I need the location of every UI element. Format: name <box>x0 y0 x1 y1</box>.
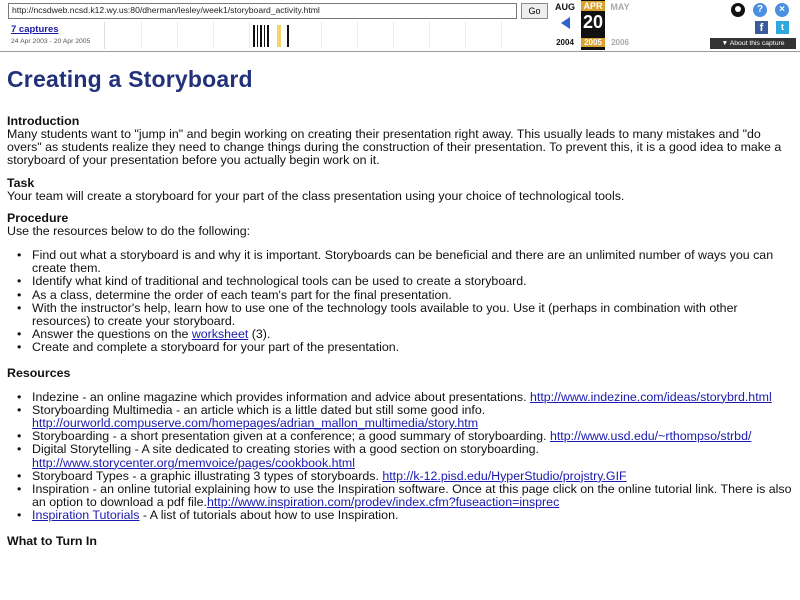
list-item: • Identify what kind of traditional and technological tools can be used to create a storyboard. <box>32 275 793 288</box>
task-section <box>7 177 793 203</box>
capture-bar[interactable] <box>260 25 262 47</box>
go-button[interactable]: Go <box>521 3 548 19</box>
resource-link[interactable]: http://ourworld.compuserve.com/homepages/adrian_mallon_multimedia/story.htm <box>32 416 479 431</box>
resource-item <box>32 443 793 469</box>
procedure-intro: Use the resources below to do the following: <box>7 223 251 238</box>
prev-arrow-icon[interactable] <box>561 17 570 29</box>
year-gridline <box>177 22 178 49</box>
worksheet-suffix: (3). <box>248 327 271 342</box>
list-item: • Find out what a storyboard is and why it is important. Storyboards can be beneficial and there are an unlimited number of ways you can create them. <box>32 249 793 275</box>
year-gridline <box>465 22 466 49</box>
year-gridline <box>321 22 322 49</box>
capture-sparkline[interactable] <box>104 22 548 49</box>
resource-link[interactable]: http://k-12.pisd.edu/HyperStudio/projstry.GIF <box>382 468 627 483</box>
next-month-label: MAY <box>610 2 630 12</box>
worksheet-link[interactable]: worksheet <box>191 327 249 342</box>
resources-list <box>7 391 793 523</box>
year-gridline <box>213 22 214 49</box>
facebook-icon[interactable]: f <box>755 21 768 34</box>
turn-in-heading: What to Turn In <box>7 533 97 548</box>
resources-section <box>7 367 793 523</box>
capture-highlight[interactable] <box>277 25 281 47</box>
capture-bar[interactable] <box>267 25 269 47</box>
list-item: • Create and complete a storyboard for your part of the presentation. <box>32 341 793 354</box>
resource-item <box>32 509 793 522</box>
prev-month-label[interactable]: AUG <box>555 2 575 12</box>
resource-link[interactable]: http://www.inspiration.com/prodev/index.cfm?fuseaction=insprec <box>206 495 560 510</box>
capture-bar[interactable] <box>287 25 289 47</box>
list-item: • With the instructor's help, learn how to use one of the technology tools available to you. Use it (perhaps in combination with other resources) to create your storyboard. <box>32 302 793 328</box>
url-input[interactable]: http://ncsdweb.ncsd.k12.wy.us:80/dherman/lesley/week1/storyboard_activity.html <box>8 3 517 19</box>
capture-bar[interactable] <box>257 25 258 47</box>
resource-text: - A list of tutorials about how to use Inspiration. <box>139 508 399 523</box>
page-content <box>7 66 793 548</box>
year-gridline <box>141 22 142 49</box>
resource-item <box>32 404 793 430</box>
procedure-heading: Procedure <box>7 210 69 225</box>
procedure-section <box>7 212 793 355</box>
prev-year-label: 2004 <box>556 38 574 47</box>
help-icon[interactable]: ? <box>753 3 767 17</box>
captures-link[interactable]: 7 captures <box>11 24 59 35</box>
resource-text: Storyboarding - a short presentation given at a conference; a good summary of storyboarding. <box>32 429 550 444</box>
current-year-label: 2005 <box>581 38 605 47</box>
resource-text: Storyboarding Multimedia - an article which is a little dated but still some good info. <box>32 402 486 417</box>
current-day-label: 20 <box>582 12 604 32</box>
next-year-label: 2006 <box>611 38 629 47</box>
about-capture-button[interactable]: ▼ About this capture <box>710 38 796 49</box>
twitter-icon[interactable]: t <box>776 21 789 34</box>
close-icon[interactable]: × <box>775 3 789 17</box>
resource-item <box>32 483 793 509</box>
wayback-toolbar <box>0 0 800 52</box>
introduction-heading: Introduction <box>7 114 80 128</box>
user-icon[interactable] <box>731 3 745 17</box>
page-title: Creating a Storyboard <box>7 66 253 92</box>
year-gridline <box>357 22 358 49</box>
worksheet-prefix: Answer the questions on the <box>32 327 192 342</box>
introduction-section <box>7 115 793 168</box>
year-gridline <box>249 22 250 49</box>
introduction-text: Many students want to "jump in" and begin working on creating their presentation right away. This usually leads to many mistakes and "do overs" as students realize they need to change things during the construction of their presentation. To prevent this, it is a good idea to make a storyboard of your presentation before you actually begin work on it. <box>7 127 782 168</box>
resource-text: Indezine - an online magazine which provides information and advice about presentations. <box>32 389 530 404</box>
capture-bar[interactable] <box>264 25 265 47</box>
resource-text: Digital Storytelling - A site dedicated to creating stories with a good section on storyboarding. <box>32 442 539 457</box>
capture-date-range: 24 Apr 2003 - 20 Apr 2005 <box>11 38 91 45</box>
resource-text: Storyboard Types - a graphic illustrating 3 types of storyboards. <box>32 468 383 483</box>
resources-heading: Resources <box>7 365 71 380</box>
resource-text: Inspiration - an online tutorial explaining how to use the Inspiration software. Once at this page click on the online tutorial link. There is also an option to download a pdf file. <box>32 482 792 510</box>
current-month-label: APR <box>581 1 605 11</box>
year-gridline <box>501 22 502 49</box>
resource-link[interactable]: http://www.storycenter.org/memvoice/pages/cookbook.html <box>32 455 355 470</box>
task-heading: Task <box>7 175 35 190</box>
resource-link[interactable]: http://www.indezine.com/ideas/storybrd.html <box>530 389 772 404</box>
inspiration-tutorials-link[interactable]: Inspiration Tutorials <box>32 508 140 523</box>
year-gridline <box>429 22 430 49</box>
task-text: Your team will create a storyboard for your part of the class presentation using your choice of technological tools. <box>7 188 625 203</box>
year-gridline <box>393 22 394 49</box>
list-item: • As a class, determine the order of each team's part for the final presentation. <box>32 289 793 302</box>
resource-link[interactable]: http://www.usd.edu/~rthompso/strbd/ <box>549 429 752 444</box>
procedure-list <box>7 249 793 355</box>
capture-bar[interactable] <box>253 25 255 47</box>
